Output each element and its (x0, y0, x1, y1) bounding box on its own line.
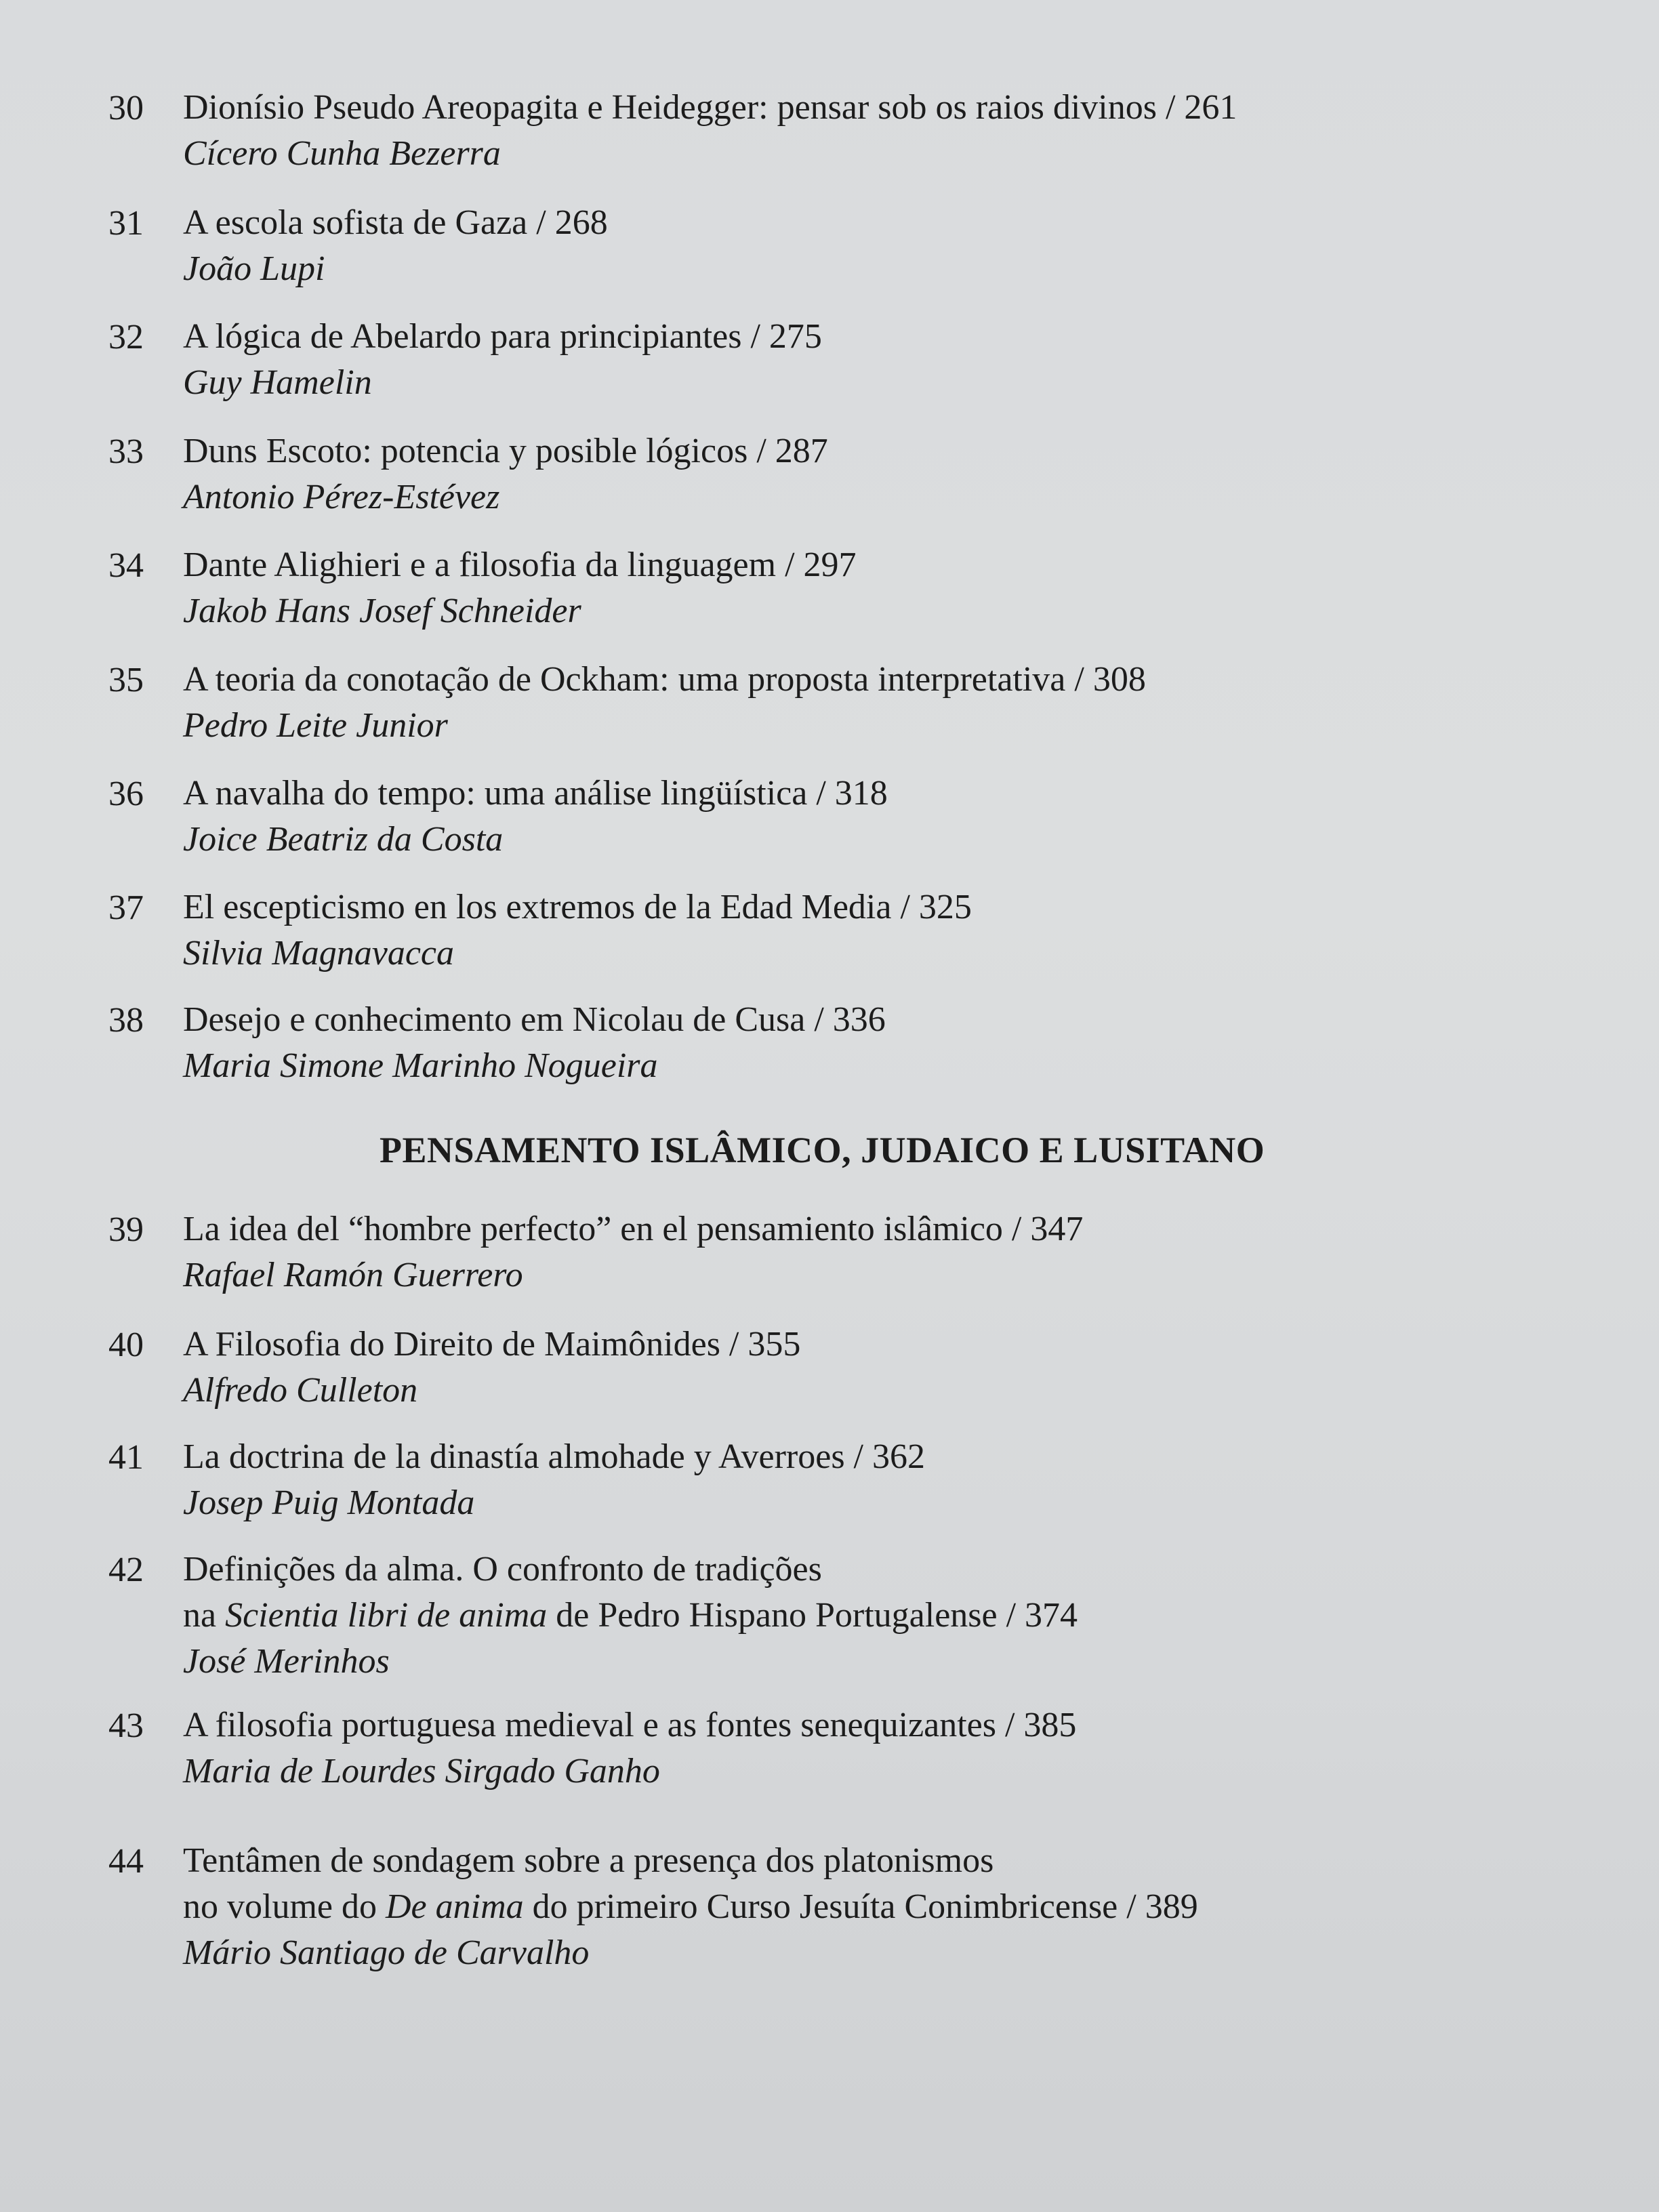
entry-title: Desejo e conhecimento em Nicolau de Cusa / 336 (183, 1000, 886, 1039)
entry-title: A lógica de Abelardo para principiantes / 275 (183, 317, 822, 356)
entry-author: Silvia Magnavacca (183, 934, 454, 972)
title-text: do primeiro Curso Jesuíta Conimbricense / 389 (523, 1887, 1198, 1926)
entry-author: João Lupi (183, 249, 325, 288)
title-text: de Pedro Hispano Portugalense / 374 (547, 1596, 1078, 1635)
entry-number: 36 (108, 775, 144, 813)
entry-number: 41 (108, 1438, 144, 1477)
entry-title: El escepticismo en los extremos de la Edad Media / 325 (183, 888, 972, 926)
entry-author: Cícero Cunha Bezerra (183, 134, 501, 173)
entry-author: Maria Simone Marinho Nogueira (183, 1046, 658, 1085)
entry-title: A navalha do tempo: uma análise lingüística / 318 (183, 774, 888, 813)
entry-number: 43 (108, 1706, 144, 1745)
entry-author: José Merinhos (183, 1642, 390, 1681)
entry-number: 42 (108, 1551, 144, 1589)
entry-number: 38 (108, 1001, 144, 1040)
entry-number: 44 (108, 1842, 144, 1881)
entry-title: La doctrina de la dinastía almohade y Averroes / 362 (183, 1437, 925, 1476)
entry-author: Alfredo Culleton (183, 1371, 418, 1410)
entry-number: 33 (108, 432, 144, 471)
entry-title-line-1: Tentâmen de sondagem sobre a presença dos platonismos (183, 1841, 994, 1880)
entry-author: Joice Beatriz da Costa (183, 820, 504, 859)
entry-title: A teoria da conotação de Ockham: uma proposta interpretativa / 308 (183, 660, 1146, 699)
entry-author: Pedro Leite Junior (183, 706, 448, 745)
entry-number: 39 (108, 1210, 144, 1249)
entry-author: Jakob Hans Josef Schneider (183, 592, 581, 630)
entry-number: 31 (108, 204, 144, 243)
entry-title: La idea del “hombre perfecto” en el pensamiento islâmico / 347 (183, 1210, 1084, 1248)
work-title: De anima (385, 1887, 524, 1926)
entry-title: A Filosofia do Direito de Maimônides / 355 (183, 1325, 801, 1364)
entry-title-line-1: Definições da alma. O confronto de tradições (183, 1550, 822, 1589)
title-text: na (183, 1596, 226, 1635)
entry-number: 37 (108, 888, 144, 927)
entry-author: Josep Puig Montada (183, 1483, 475, 1522)
entry-title: Dante Alighieri e a filosofia da linguagem / 297 (183, 546, 857, 584)
entry-title-line-2 (183, 1884, 1525, 1930)
work-title: Scientia libri de anima (225, 1596, 548, 1635)
entry-author: Mário Santiago de Carvalho (183, 1933, 590, 1972)
entry-title-line-2 (183, 1593, 1525, 1639)
entry-title: Dionísio Pseudo Areopagita e Heidegger: pensar sob os raios divinos / 261 (183, 88, 1237, 127)
section-heading: PENSAMENTO ISLÂMICO, JUDAICO E LUSITANO (380, 1130, 1265, 1170)
entry-number: 34 (108, 546, 144, 585)
title-text: no volume do (183, 1887, 386, 1926)
entry-author: Guy Hamelin (183, 363, 372, 402)
entry-author: Rafael Ramón Guerrero (183, 1256, 523, 1294)
entry-title: A escola sofista de Gaza / 268 (183, 203, 608, 242)
entry-author: Antonio Pérez-Estévez (183, 478, 500, 516)
entry-author: Maria de Lourdes Sirgado Ganho (183, 1752, 660, 1790)
entry-number: 35 (108, 661, 144, 699)
entry-number: 40 (108, 1326, 144, 1364)
entry-number: 30 (108, 89, 144, 127)
entry-number: 32 (108, 318, 144, 356)
entry-title: Duns Escoto: potencia y posible lógicos / 287 (183, 432, 828, 470)
entry-title: A filosofia portuguesa medieval e as fontes senequizantes / 385 (183, 1706, 1077, 1744)
